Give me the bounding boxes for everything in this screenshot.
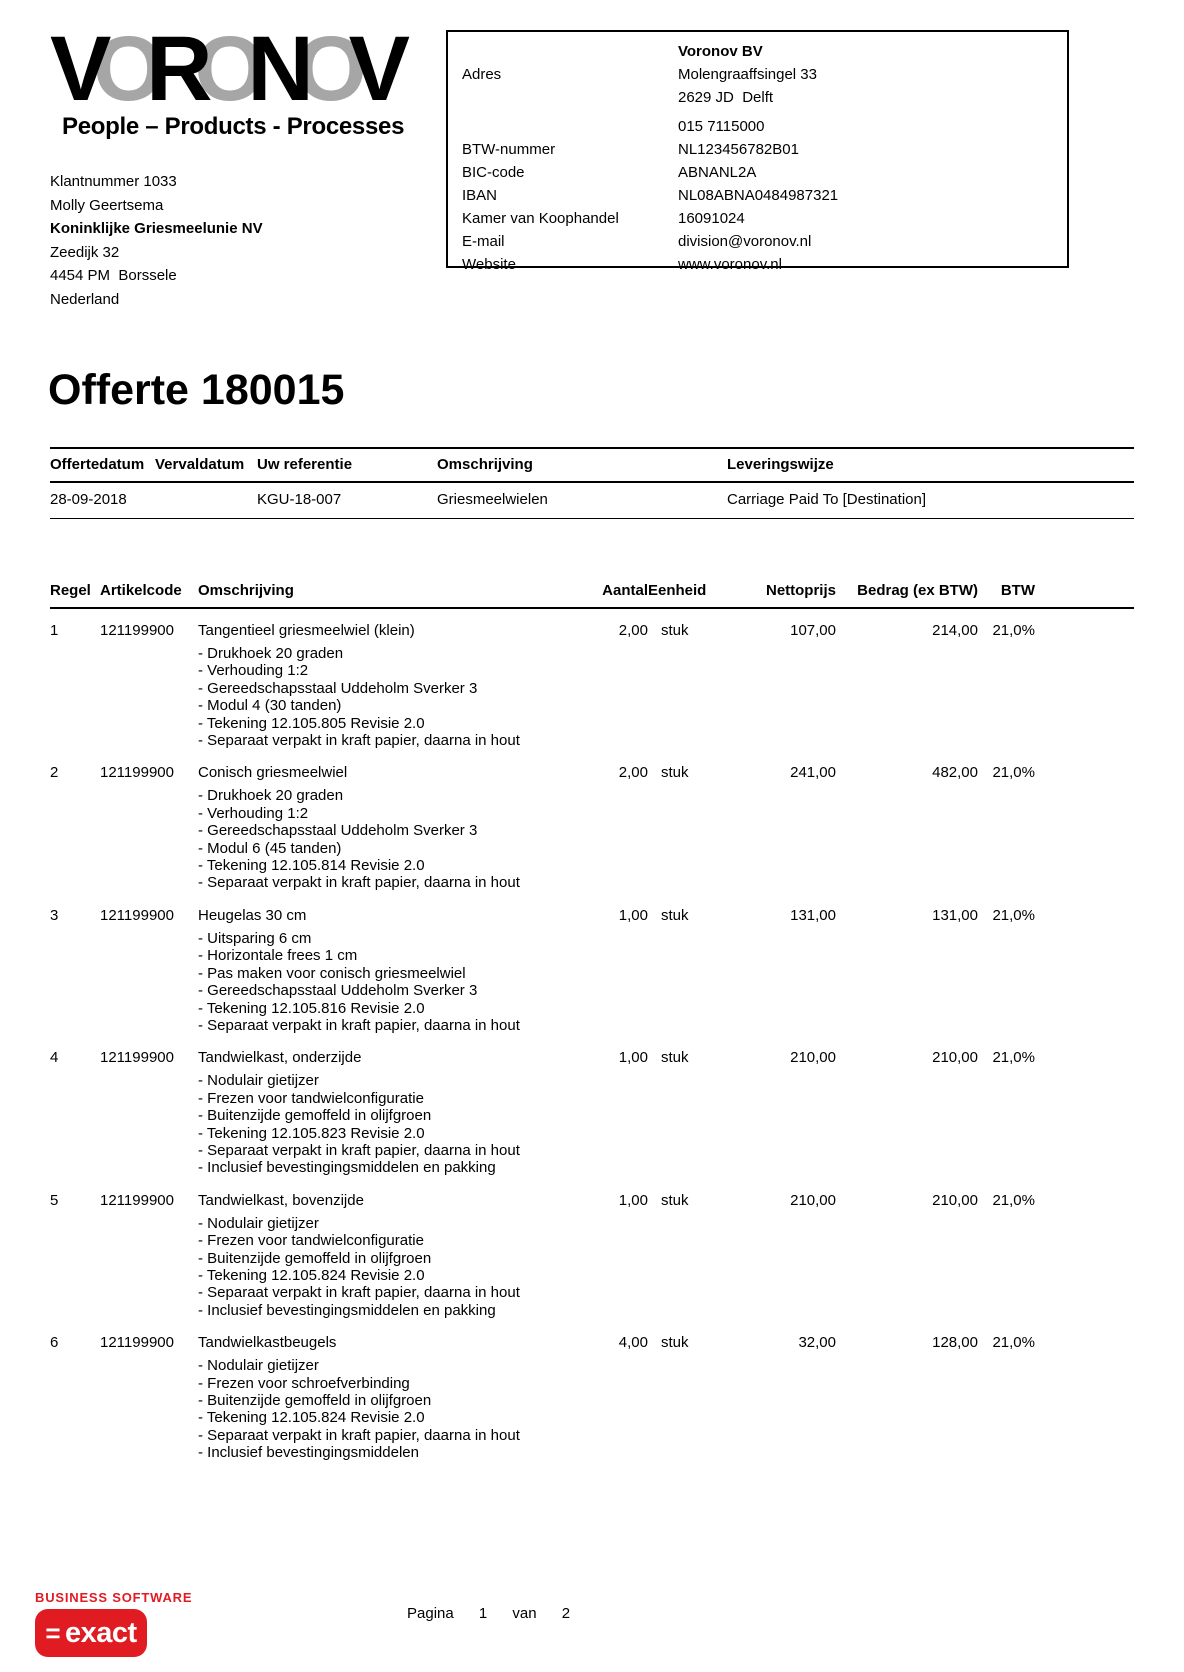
item-nettoprijs: 241,00 xyxy=(790,764,836,782)
item-bedrag: 128,00 xyxy=(932,1334,978,1352)
item-detail-line: - Drukhoek 20 graden xyxy=(198,645,344,662)
item-detail-line: - Frezen voor tandwielconfiguratie xyxy=(198,1232,424,1250)
meta-value-leveringswijze: Carriage Paid To [Destination] xyxy=(727,491,926,508)
meta-header-offertedatum: Offertedatum xyxy=(50,456,145,473)
item-detail-line: - Gereedschapsstaal Uddeholm Sverker 3 xyxy=(198,679,478,697)
item-eenheid: stuk xyxy=(661,1191,689,1209)
item-detail-line: - Drukhoek 20 graden xyxy=(198,787,344,805)
item-detail-line: - Frezen voor schroefverbinding xyxy=(198,1374,410,1392)
supplier-info-value: 2629 JD Delft xyxy=(678,89,774,106)
item-detail-line: - Inclusief bevestingingsmiddelen en pakking xyxy=(198,1301,496,1319)
item-artikelcode: 121199900 xyxy=(100,1049,174,1067)
logo-letter: V xyxy=(50,18,93,120)
supplier-info-label: E-mail xyxy=(462,233,505,250)
item-regel: 6 xyxy=(50,1334,59,1352)
item-aantal: 1,00 xyxy=(618,906,648,924)
item-bedrag: 214,00 xyxy=(932,622,978,639)
item-detail-line: - Tekening 12.105.824 Revisie 2.0 xyxy=(198,1409,425,1427)
logo-letter: R xyxy=(146,18,195,120)
item-btw: 21,0% xyxy=(992,1049,1035,1067)
item-details-row xyxy=(50,781,1134,891)
item-bedrag: 210,00 xyxy=(932,1049,978,1067)
item-detail-line: - Inclusief bevestingingsmiddelen en pakking xyxy=(198,1159,496,1177)
meta-header-omschrijving: Omschrijving xyxy=(437,456,533,473)
supplier-info-label: BTW-nummer xyxy=(462,141,556,158)
item-detail-line: - Buitenzijde gemoffeld in olijfgroen xyxy=(198,1392,432,1409)
logo-letter: V xyxy=(348,18,392,120)
supplier-info-label: Adres xyxy=(462,66,502,83)
item-row xyxy=(50,1034,1134,1066)
logo-letter: O xyxy=(194,18,248,120)
supplier-info-row xyxy=(462,253,1067,276)
item-nettoprijs: 210,00 xyxy=(790,1049,836,1067)
page-indicator-van: van xyxy=(512,1605,537,1622)
meta-header-vervaldatum: Vervaldatum xyxy=(155,456,245,473)
item-detail-line: - Modul 4 (30 tanden) xyxy=(198,697,342,715)
item-details-row xyxy=(50,1351,1134,1461)
items-header-eenheid: Eenheid xyxy=(648,576,736,608)
item-details-row xyxy=(50,639,1134,749)
item-bedrag: 131,00 xyxy=(932,906,978,924)
meta-value-omschrijving: Griesmeelwielen xyxy=(437,491,548,508)
item-detail-line: - Tekening 12.105.824 Revisie 2.0 xyxy=(198,1266,425,1284)
item-detail-line: - Nodulair gietijzer xyxy=(198,1357,319,1375)
item-detail-line: - Modul 6 (45 tanden) xyxy=(198,839,342,857)
item-detail-line: - Separaat verpakt in kraft papier, daarna in hout xyxy=(198,874,520,892)
customer-country: Nederland xyxy=(50,290,120,308)
item-bedrag: 210,00 xyxy=(932,1191,978,1209)
supplier-info-value: NL123456782B01 xyxy=(678,141,799,158)
items-header-row xyxy=(50,576,1134,608)
voronov-logo-tagline: People – Products - Processes xyxy=(62,113,405,141)
item-regel: 5 xyxy=(50,1191,59,1209)
supplier-info-row xyxy=(462,207,1067,230)
item-artikelcode: 121199900 xyxy=(100,622,174,639)
item-omschrijving: Tandwielkastbeugels xyxy=(198,1334,337,1352)
item-details-row xyxy=(50,1209,1134,1319)
item-aantal: 4,00 xyxy=(618,1334,648,1352)
logo-letter: O xyxy=(92,18,147,120)
item-spacer xyxy=(1035,608,1134,639)
item-spacer xyxy=(1035,1319,1134,1351)
item-details-row xyxy=(50,1066,1134,1176)
item-eenheid: stuk xyxy=(661,622,689,639)
item-omschrijving: Tandwielkast, bovenzijde xyxy=(198,1191,364,1209)
items-header-aantal: Aantal xyxy=(583,576,648,608)
item-eenheid: stuk xyxy=(661,1334,689,1352)
item-nettoprijs: 32,00 xyxy=(798,1334,836,1352)
supplier-info-row xyxy=(462,86,1067,109)
offer-meta-table xyxy=(50,447,1134,519)
page-indicator-total: 2 xyxy=(561,1605,571,1622)
exact-logo xyxy=(35,1590,192,1657)
item-omschrijving: Heugelas 30 cm xyxy=(198,906,307,924)
customer-number: Klantnummer 1033 xyxy=(50,173,177,190)
supplier-info-box xyxy=(446,30,1069,273)
item-artikelcode: 121199900 xyxy=(100,1191,174,1209)
item-detail-line: - Separaat verpakt in kraft papier, daarna in hout xyxy=(198,1141,520,1159)
supplier-info-label: BIC-code xyxy=(462,164,525,181)
item-detail-line: - Gereedschapsstaal Uddeholm Sverker 3 xyxy=(198,822,478,840)
item-detail-line: - Tekening 12.105.823 Revisie 2.0 xyxy=(198,1124,425,1142)
exact-logo-badge xyxy=(35,1609,147,1657)
items-table xyxy=(50,576,1134,1462)
items-header-spacer xyxy=(1035,576,1134,608)
items-header-nettoprijs: Nettoprijs xyxy=(736,576,836,608)
supplier-info-label xyxy=(462,40,678,63)
item-spacer xyxy=(1035,749,1134,781)
supplier-info-label xyxy=(462,86,678,109)
supplier-info-row xyxy=(462,40,1067,63)
item-detail-line: - Separaat verpakt in kraft papier, daarna in hout xyxy=(198,1284,520,1302)
item-detail-line: - Frezen voor tandwielconfiguratie xyxy=(198,1089,424,1107)
item-detail-line: - Pas maken voor conisch griesmeelwiel xyxy=(198,964,466,982)
item-nettoprijs: 131,00 xyxy=(790,906,836,924)
page-indicator-current: 1 xyxy=(478,1605,488,1622)
supplier-info-value: 16091024 xyxy=(678,210,745,227)
item-aantal: 1,00 xyxy=(618,1191,648,1209)
logo-letter: O xyxy=(295,18,349,120)
item-detail-line: - Separaat verpakt in kraft papier, daarna in hout xyxy=(198,732,520,750)
item-detail-line: - Separaat verpakt in kraft papier, daarna in hout xyxy=(198,1016,520,1034)
item-detail-line: - Uitsparing 6 cm xyxy=(198,929,312,947)
item-detail-line: - Nodulair gietijzer xyxy=(198,1072,319,1090)
supplier-info-row xyxy=(462,138,1067,161)
item-btw: 21,0% xyxy=(992,764,1035,782)
meta-value-offertedatum: 28-09-2018 xyxy=(50,491,127,508)
item-spacer xyxy=(1035,1177,1134,1209)
item-detail-line: - Buitenzijde gemoffeld in olijfgroen xyxy=(198,1107,432,1125)
item-btw: 21,0% xyxy=(992,1334,1035,1352)
items-header-bedrag: Bedrag (ex BTW) xyxy=(836,576,978,608)
exact-logo-business-software-text: BUSINESS SOFTWARE xyxy=(35,1590,193,1605)
items-header-omschrijving: Omschrijving xyxy=(198,576,583,608)
item-omschrijving: Tandwielkast, onderzijde xyxy=(198,1049,362,1067)
supplier-info-value: ABNANL2A xyxy=(678,164,757,181)
item-omschrijving: Conisch griesmeelwiel xyxy=(198,764,348,782)
item-eenheid: stuk xyxy=(661,1049,689,1067)
supplier-info-row xyxy=(462,230,1067,253)
customer-contact: Molly Geertsema xyxy=(50,196,164,214)
item-detail-line: - Tekening 12.105.816 Revisie 2.0 xyxy=(198,999,425,1017)
item-omschrijving: Tangentieel griesmeelwiel (klein) xyxy=(198,622,415,639)
item-row xyxy=(50,749,1134,781)
item-aantal: 1,00 xyxy=(618,1049,648,1067)
item-artikelcode: 121199900 xyxy=(100,764,174,782)
item-regel: 4 xyxy=(50,1049,59,1067)
supplier-info-value: www.voronov.nl xyxy=(678,256,782,273)
item-detail-line: - Separaat verpakt in kraft papier, daarna in hout xyxy=(198,1426,520,1444)
item-detail-line: - Gereedschapsstaal Uddeholm Sverker 3 xyxy=(198,982,478,1000)
customer-city: 4454 PM Borssele xyxy=(50,267,177,284)
supplier-info-row xyxy=(462,63,1067,86)
voronov-logo-wordmark xyxy=(50,18,392,120)
meta-value-uw-referentie: KGU-18-007 xyxy=(257,491,342,508)
page-indicator-label: Pagina xyxy=(407,1605,454,1622)
supplier-info-value: division@voronov.nl xyxy=(678,233,812,250)
supplier-info-label: Kamer van Koophandel xyxy=(462,210,619,227)
supplier-info-row xyxy=(462,115,1067,138)
document-title: Offerte 180015 xyxy=(48,366,345,414)
supplier-info-label: Website xyxy=(462,256,516,273)
item-detail-line: - Tekening 12.105.814 Revisie 2.0 xyxy=(198,857,425,875)
item-btw: 21,0% xyxy=(992,622,1035,639)
item-detail-line: - Buitenzijde gemoffeld in olijfgroen xyxy=(198,1249,432,1267)
item-artikelcode: 121199900 xyxy=(100,906,174,924)
supplier-info-row xyxy=(462,161,1067,184)
item-aantal: 2,00 xyxy=(618,764,648,782)
item-details-row xyxy=(50,924,1134,1034)
supplier-info-row xyxy=(462,184,1067,207)
item-bedrag: 482,00 xyxy=(932,764,978,782)
item-spacer xyxy=(1035,1034,1134,1066)
items-header-artikelcode: Artikelcode xyxy=(100,576,198,608)
item-btw: 21,0% xyxy=(992,1191,1035,1209)
meta-header-uw-referentie: Uw referentie xyxy=(257,456,353,473)
item-row xyxy=(50,1177,1134,1209)
items-header-regel: Regel xyxy=(50,576,100,608)
customer-address-block xyxy=(50,170,263,311)
item-regel: 3 xyxy=(50,906,59,924)
supplier-info-value: Molengraaffsingel 33 xyxy=(678,66,817,83)
supplier-info-value: NL08ABNA0484987321 xyxy=(678,187,839,204)
item-row xyxy=(50,608,1134,639)
item-detail-line: - Nodulair gietijzer xyxy=(198,1214,319,1232)
supplier-info-value: Voronov BV xyxy=(678,43,763,60)
customer-company: Koninklijke Griesmeelunie NV xyxy=(50,220,263,237)
item-row xyxy=(50,1319,1134,1351)
item-detail-line: - Verhouding 1:2 xyxy=(198,662,309,680)
item-nettoprijs: 210,00 xyxy=(790,1191,836,1209)
meta-value-row xyxy=(50,482,1134,519)
logo-letter: N xyxy=(247,18,296,120)
item-detail-line: - Tekening 12.105.805 Revisie 2.0 xyxy=(198,714,425,732)
item-btw: 21,0% xyxy=(992,906,1035,924)
exact-logo-equals-glyph: = xyxy=(45,1617,60,1648)
item-row xyxy=(50,892,1134,924)
voronov-logo xyxy=(50,18,405,141)
supplier-info-label: IBAN xyxy=(462,187,498,204)
item-eenheid: stuk xyxy=(661,764,689,782)
item-detail-line: - Verhouding 1:2 xyxy=(198,804,309,822)
item-artikelcode: 121199900 xyxy=(100,1334,174,1352)
item-nettoprijs: 107,00 xyxy=(790,622,836,639)
exact-logo-name: exact xyxy=(65,1616,137,1649)
item-detail-line: - Horizontale frees 1 cm xyxy=(198,947,358,965)
item-detail-line: - Inclusief bevestingingsmiddelen xyxy=(198,1444,419,1462)
meta-header-leveringswijze: Leveringswijze xyxy=(727,456,834,473)
item-regel: 1 xyxy=(50,622,59,639)
item-aantal: 2,00 xyxy=(618,622,648,639)
meta-header-row xyxy=(50,448,1134,482)
supplier-info-value: 015 7115000 xyxy=(678,118,765,135)
page-indicator xyxy=(407,1605,570,1622)
item-eenheid: stuk xyxy=(661,906,689,924)
items-header-btw: BTW xyxy=(978,576,1035,608)
customer-street: Zeedijk 32 xyxy=(50,243,120,261)
meta-value-vervaldatum xyxy=(155,482,257,519)
item-spacer xyxy=(1035,892,1134,924)
supplier-info-label xyxy=(462,115,678,138)
item-regel: 2 xyxy=(50,764,59,782)
